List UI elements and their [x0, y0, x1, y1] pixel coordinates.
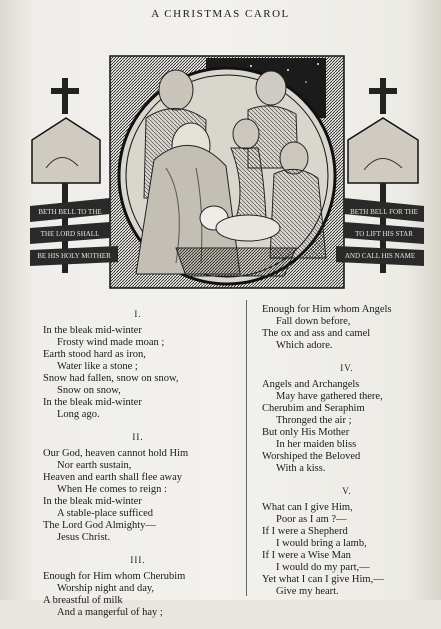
stanza-numeral: III.: [130, 555, 146, 565]
left-ornament: [32, 78, 100, 273]
stanza: [262, 379, 432, 475]
banner-left-1: BETH BELL TO THE: [38, 208, 102, 216]
poem-line: In the bleak mid-winter: [43, 325, 142, 336]
poem-line: In her maiden bliss: [276, 439, 357, 450]
poem-line: Poor as I am ?—: [276, 514, 347, 525]
right-banners: [336, 198, 424, 266]
poem-line: In the bleak mid-winter: [43, 496, 142, 507]
poem-left-column: [43, 304, 233, 629]
banner-left-3: BE HIS HOLY MOTHER: [37, 252, 111, 260]
poem-line: Yet what I can I give Him,—: [262, 574, 384, 585]
nativity-illustration: [26, 48, 428, 298]
poem-line: And a mangerful of hay ;: [57, 607, 163, 618]
poem-line: Earth stood hard as iron,: [43, 349, 146, 360]
left-banners: [30, 198, 118, 266]
poem-line: Give my heart.: [276, 586, 339, 597]
stanza: [43, 448, 233, 544]
poem-line: Snow on snow,: [57, 385, 121, 396]
poem-line: When He comes to reign :: [57, 484, 167, 495]
column-divider: [246, 300, 247, 596]
poem-line: Frosty wind made moan ;: [57, 337, 165, 348]
poem-line: Long ago.: [57, 409, 100, 420]
poem-line: Angels and Archangels: [262, 379, 360, 390]
stanza: [262, 502, 432, 598]
stanza: [43, 325, 233, 421]
poem-line: Thronged the air ;: [276, 415, 352, 426]
poem-right-column: [262, 304, 432, 608]
poem-line: The Lord God Almighty—: [43, 520, 156, 531]
stanza-numeral: I.: [134, 309, 142, 319]
poem-line: I would bring a lamb,: [276, 538, 367, 549]
poem-line: Enough for Him whom Angels: [262, 304, 392, 315]
poem-line: Worshiped the Beloved: [262, 451, 361, 462]
poem-line: What can I give Him,: [262, 502, 353, 513]
poem-line: Heaven and earth shall flee away: [43, 472, 183, 483]
stanza: [43, 571, 233, 619]
banner-right-3: AND CALL HIS NAME: [344, 252, 416, 260]
poem-line: The ox and ass and camel: [262, 328, 371, 339]
stanza-numeral: V.: [342, 486, 352, 496]
poem-line: May have gathered there,: [276, 391, 383, 402]
banner-right-1: BETH BELL FOR THE: [350, 208, 418, 216]
stanza: [262, 304, 432, 352]
page-title: A CHRISTMAS CAROL: [151, 8, 290, 20]
poem-line: If I were a Shepherd: [262, 526, 348, 537]
poem-line: Jesus Christ.: [57, 532, 111, 543]
poem-line: I would do my part,—: [276, 562, 370, 573]
stanza-numeral: II.: [132, 432, 144, 442]
poem-line: Water like a stone ;: [57, 361, 138, 372]
poem-line: Snow had fallen, snow on snow,: [43, 373, 179, 384]
poem-line: But only His Mother: [262, 427, 350, 438]
poem-line: Nor earth sustain,: [57, 460, 132, 471]
poem-line: If I were a Wise Man: [262, 550, 351, 561]
stanza-numeral: IV.: [340, 363, 354, 373]
poem-line: Enough for Him whom Cherubim: [43, 571, 186, 582]
banner-left-2: THE LORD SHALL: [40, 230, 100, 238]
poem-line: With a kiss.: [276, 463, 326, 474]
poem-line: Our God, heaven cannot hold Him: [43, 448, 189, 459]
poem-line: Worship night and day,: [57, 583, 155, 594]
poem-line: A breastful of milk: [43, 595, 123, 606]
right-ornament: [348, 78, 418, 273]
poem-line: A stable-place sufficed: [57, 508, 154, 519]
banner-right-2: TO LIFT HIS STAR: [355, 230, 413, 238]
poem-line: Which adore.: [276, 340, 333, 351]
poem-line: In the bleak mid-winter: [43, 397, 142, 408]
poem-line: Fall down before,: [276, 316, 351, 327]
poem-line: Cherubim and Seraphim: [262, 403, 365, 414]
